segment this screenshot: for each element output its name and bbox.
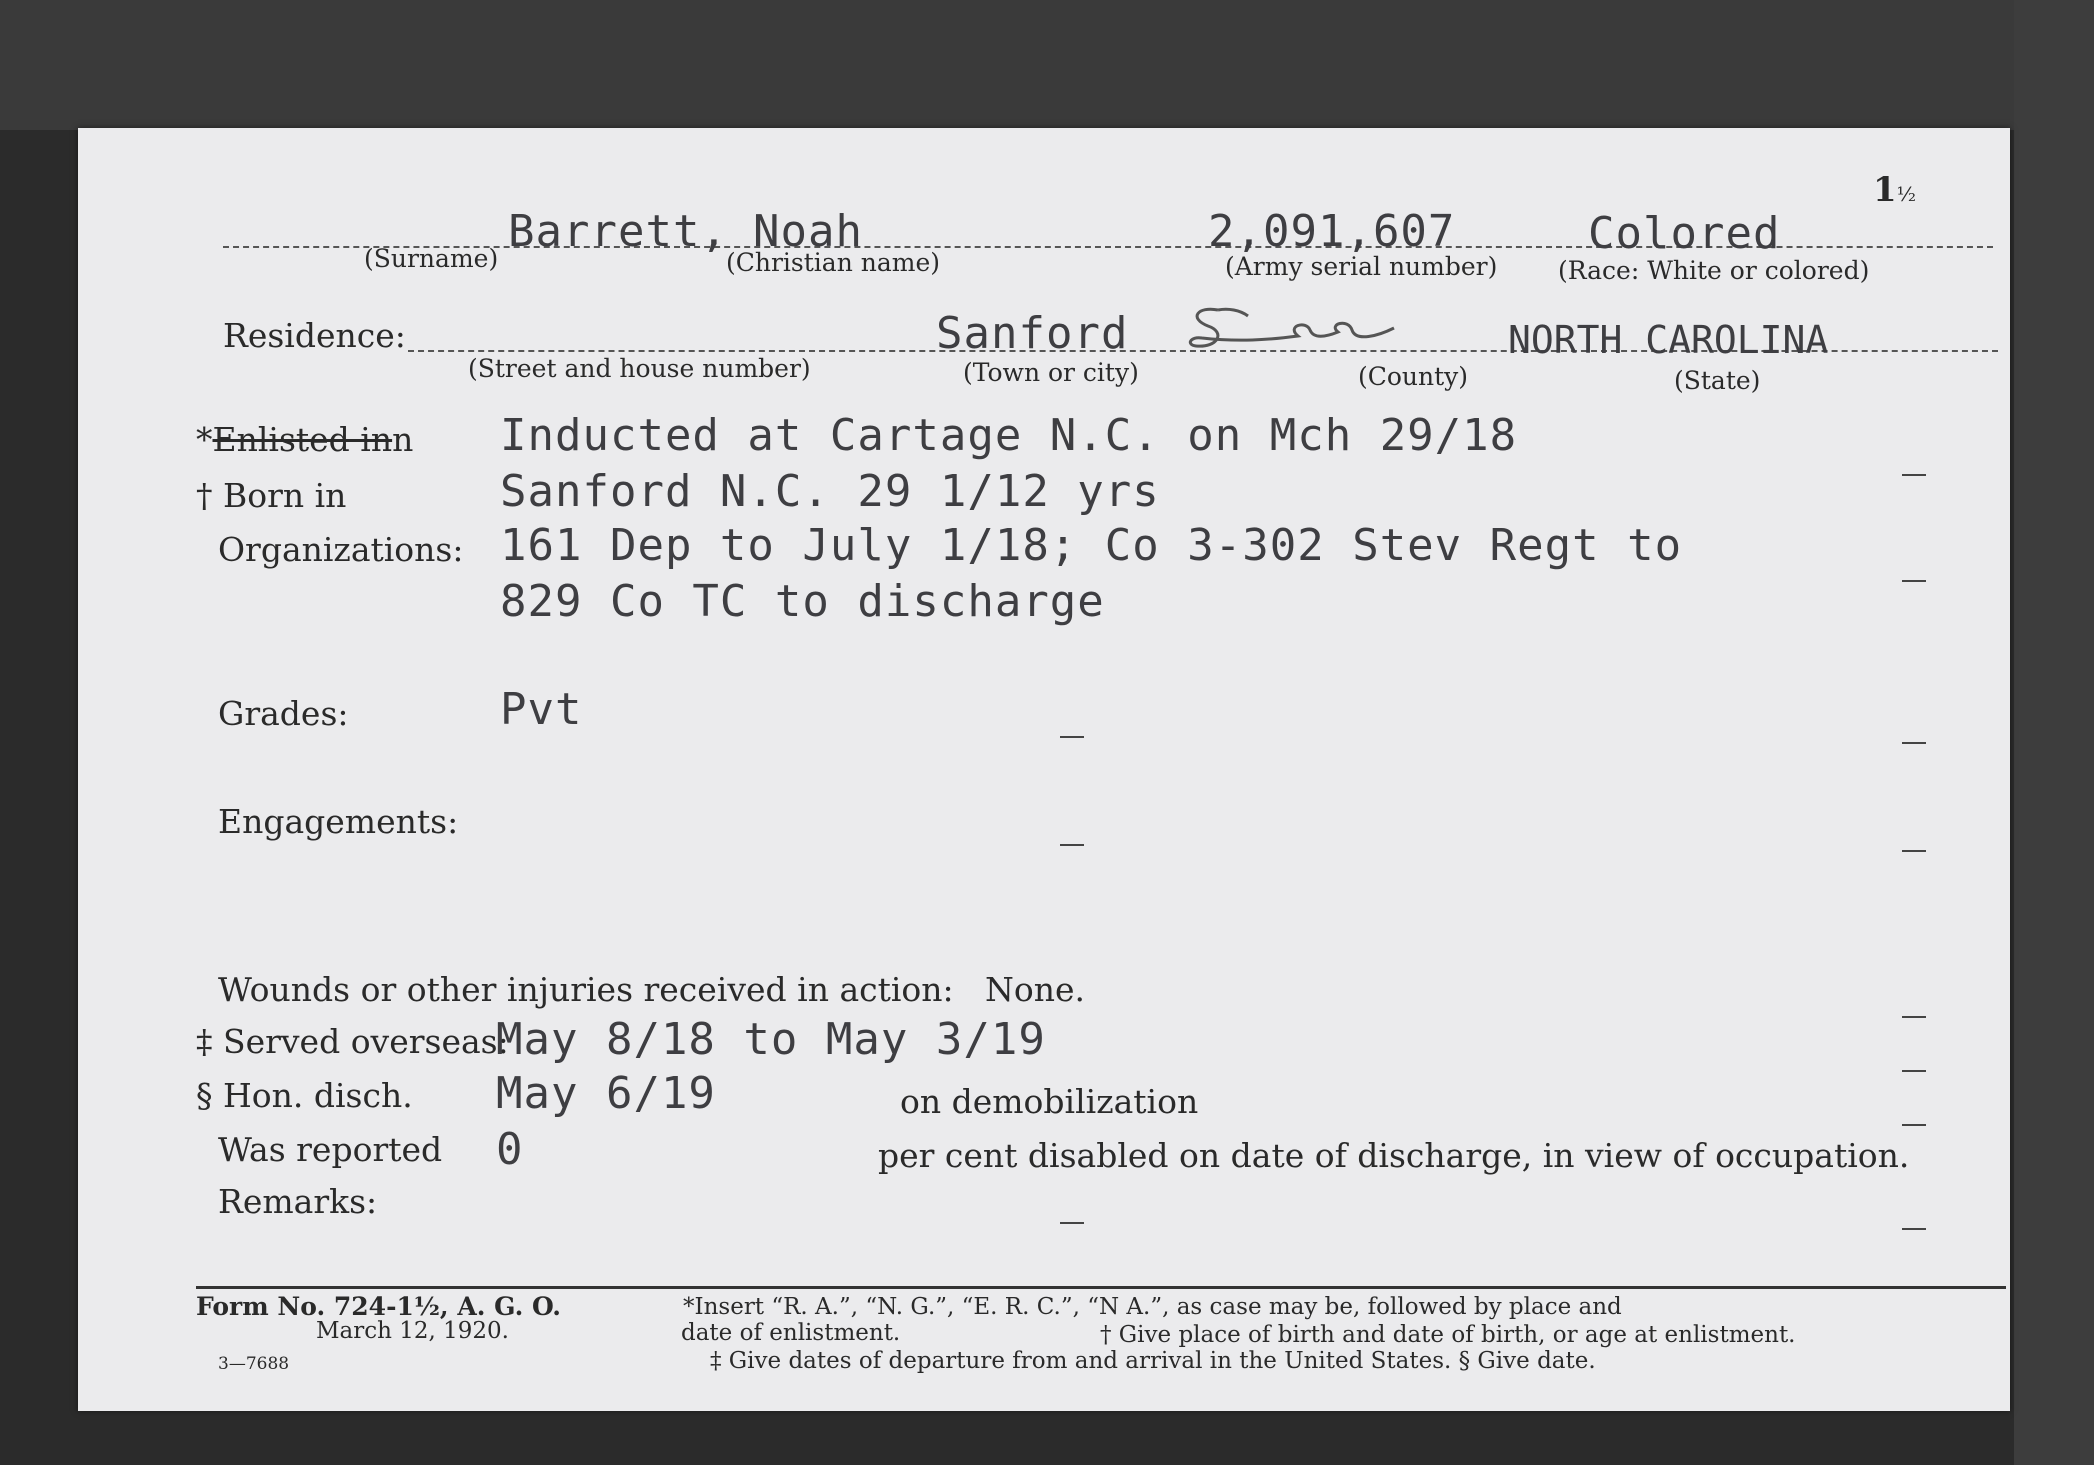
- margin-dash: [1902, 850, 1926, 852]
- organizations-label: Organizations:: [218, 530, 464, 569]
- overseas-value: May 8/18 to May 3/19: [496, 1014, 1046, 1065]
- reported-value: 0: [496, 1124, 524, 1175]
- county-handwritten: [1178, 296, 1408, 366]
- discharge-suffix: on demobilization: [900, 1082, 1199, 1121]
- reported-label: Was reported: [218, 1130, 443, 1169]
- form-code: 3—7688: [218, 1354, 290, 1374]
- draft-record-card: [78, 128, 2010, 1411]
- discharge-label: § Hon. disch.: [196, 1076, 413, 1115]
- enlisted-label-suffix: n: [392, 420, 414, 459]
- county-label: (County): [1358, 362, 1469, 391]
- organizations-line-2: 829 Co TC to discharge: [500, 576, 1105, 627]
- center-dash: [1060, 844, 1084, 846]
- state-value: NORTH CAROLINA: [1508, 318, 1829, 362]
- background-top: [0, 0, 2094, 130]
- card-number-fraction: ½: [1896, 182, 1917, 206]
- wounds-label: Wounds or other injuries received in action:: [218, 970, 954, 1009]
- enlisted-value: Inducted at Cartage N.C. on Mch 29/18: [500, 410, 1518, 461]
- enlisted-mark: *: [196, 420, 213, 459]
- footer-rule: [196, 1286, 2006, 1289]
- overseas-label: ‡ Served overseas:: [196, 1022, 509, 1061]
- margin-dash: [1902, 580, 1926, 582]
- enlisted-label: [196, 420, 413, 459]
- center-dash: [1060, 1222, 1084, 1224]
- card-number: [1873, 170, 1916, 210]
- center-dash: [1060, 736, 1084, 738]
- surname-value: Barrett,: [508, 206, 728, 257]
- engagements-label: Engagements:: [218, 802, 459, 841]
- background-right: [2014, 0, 2094, 1465]
- enlisted-label-struck: Enlisted in: [212, 420, 393, 459]
- margin-dash: [1902, 742, 1926, 744]
- state-label: (State): [1674, 366, 1761, 395]
- serial-number-value: 2,091,607: [1208, 206, 1456, 257]
- discharge-value: May 6/19: [496, 1068, 716, 1119]
- form-number: Form No. 724-1½, A. G. O.: [196, 1292, 562, 1321]
- organizations-line-1: 161 Dep to July 1/18; Co 3-302 Stev Regt to: [500, 520, 1683, 571]
- reported-suffix: per cent disabled on date of discharge, in view of occupation.: [878, 1136, 1910, 1175]
- margin-dash: [1902, 1070, 1926, 1072]
- race-label: (Race: White or colored): [1558, 256, 1870, 285]
- footnote-3: ‡ Give dates of departure from and arrival in the United States. § Give date.: [710, 1348, 1596, 1374]
- town-label: (Town or city): [963, 358, 1139, 387]
- footnote-2a: date of enlistment.: [681, 1320, 901, 1346]
- surname-label: (Surname): [364, 244, 499, 273]
- remarks-label: Remarks:: [218, 1182, 378, 1221]
- christian-name-value: Noah: [753, 206, 863, 257]
- street-label: (Street and house number): [468, 354, 811, 383]
- born-label: † Born in: [196, 476, 347, 515]
- margin-dash: [1902, 1124, 1926, 1126]
- card-number-value: 1: [1873, 170, 1897, 210]
- grades-label: Grades:: [218, 694, 349, 733]
- footnote-1: *Insert “R. A.”, “N. G.”, “E. R. C.”, “N A.”, as case may be, followed by place and: [683, 1294, 1622, 1320]
- footnote-2b: † Give place of birth and date of birth, or age at enlistment.: [1100, 1322, 1796, 1348]
- serial-number-label: (Army serial number): [1225, 252, 1498, 281]
- grades-value: Pvt: [500, 684, 583, 735]
- wounds-value: None.: [985, 970, 1086, 1009]
- residence-label: Residence:: [223, 316, 406, 355]
- christian-name-label: (Christian name): [726, 248, 941, 277]
- margin-dash: [1902, 474, 1926, 476]
- margin-dash: [1902, 1016, 1926, 1018]
- form-date: March 12, 1920.: [316, 1318, 509, 1344]
- born-value: Sanford N.C. 29 1/12 yrs: [500, 466, 1160, 517]
- race-value: Colored: [1588, 208, 1781, 259]
- margin-dash: [1902, 1228, 1926, 1230]
- town-value: Sanford: [936, 308, 1129, 359]
